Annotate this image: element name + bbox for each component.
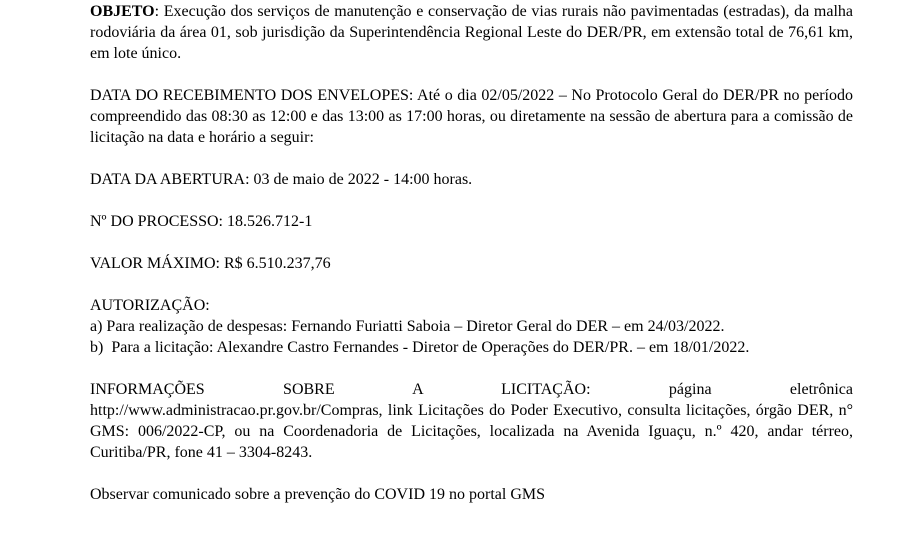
processo-paragraph: Nº DO PROCESSO: 18.526.712-1 xyxy=(90,213,313,230)
autorizacao-item-a: a) Para realização de despesas: Fernando Furiatti Saboia – Diretor Geral do DER – em 24/03/2022. xyxy=(90,318,725,335)
autorizacao-section xyxy=(90,295,853,358)
informacoes-section xyxy=(90,379,853,463)
observacao-paragraph: Observar comunicado sobre a prevenção do COVID 19 no portal GMS xyxy=(90,486,545,503)
valor-maximo-paragraph: VALOR MÁXIMO: R$ 6.510.237,76 xyxy=(90,255,331,272)
informacoes-text: http://www.administracao.pr.gov.br/Compras, link Licitações do Poder Executivo, consulta licitações, órgão DER, n° GMS: 006/2022-CP, ou na Coordenadoria de Licitações, localizada na Avenida Iguaçu, n.º 420, andar térreo, Curitiba/PR, fone 41 – 3304-8243. xyxy=(90,402,853,461)
recebimento-paragraph: DATA DO RECEBIMENTO DOS ENVELOPES: Até o dia 02/05/2022 – No Protocolo Geral do DER/PR no período compreendido das 08:30 as 12:00 e das 13:00 as 17:00 horas, ou diretamente na sessão de abertura para a comissão de licitação na data e horário a seguir: xyxy=(90,87,853,146)
objeto-label: OBJETO xyxy=(90,3,155,20)
objeto-text: : Execução dos serviços de manutenção e conservação de vias rurais não pavimentadas (estradas), da malha rodoviária da área 01, sob jurisdição da Superintendência Regional Leste do DER/PR, em extensão total de 76,61 km, em lote único. xyxy=(90,3,853,62)
abertura-paragraph: DATA DA ABERTURA: 03 de maio de 2022 - 14:00 horas. xyxy=(90,171,473,188)
autorizacao-item-b: b) Para a licitação: Alexandre Castro Fernandes - Diretor de Operações do DER/PR. – em 18/01/2022. xyxy=(90,339,750,356)
document-body xyxy=(90,1,853,526)
autorizacao-heading: AUTORIZAÇÃO: xyxy=(90,297,210,314)
informacoes-heading: INFORMAÇÕES SOBRE A LICITAÇÃO: página eletrônica xyxy=(90,381,853,398)
objeto-paragraph xyxy=(90,1,853,64)
